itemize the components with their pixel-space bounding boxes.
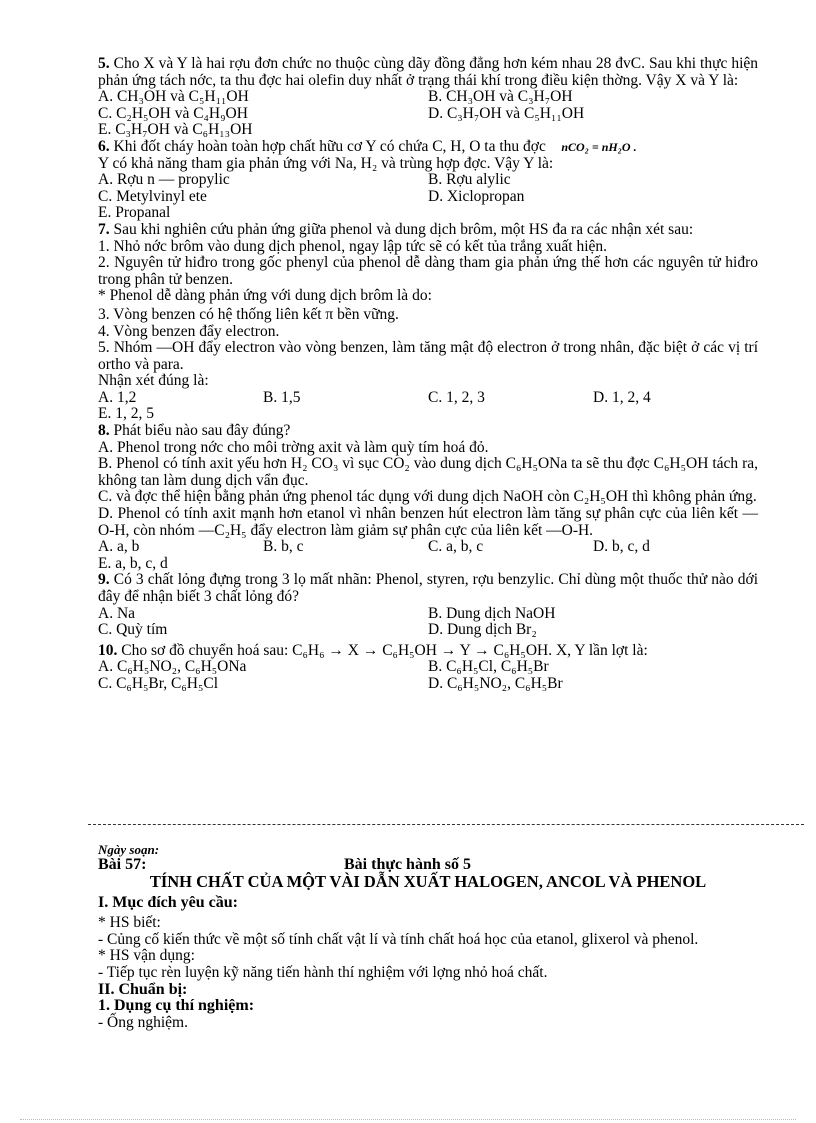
question-10 <box>98 643 758 660</box>
statement: 4. Vòng benzen đẩy electron. <box>98 322 280 340</box>
statement: C. và đợc thể hiện bằng phản ứng phenol tác dụng với dung dịch NaOH còn C₂H₅OH thì không phản ứng. <box>98 488 757 506</box>
options-row <box>98 89 758 106</box>
option-e: E. 1, 2, 5 <box>98 405 154 423</box>
text-line: * HS biết: <box>98 914 161 932</box>
options-row <box>98 390 758 407</box>
text-line: - Củng cố kiến thức về một số tính chất vật lí và tính chất hoá học của etanol, glixerol và phenol. <box>98 930 699 948</box>
statement: 2. Nguyên tử hiđro trong gốc phenyl của phenol dễ dàng tham gia phản ứng thế hơn các nguyên tử hiđro trong phân tử benzen. <box>98 254 758 288</box>
date-label: Ngày soạn: <box>98 842 160 857</box>
option-a: A. CH₃OH và C₅H₁₁OH <box>98 88 249 106</box>
option-c: C. Metylvinyl ete <box>98 187 207 205</box>
options-row <box>98 622 758 639</box>
statement: D. Phenol có tính axit mạnh hơn etanol vì nhân benzen hút electron làm tăng sự phân cực của liên kết —O-H, còn nhóm —C₂H₅ đẩy electron làm giảm sự phân cực của liên kết —O-H. <box>98 505 758 539</box>
question-text: Cho X và Y là hai rợu đơn chức no thuộc cùng dãy đồng đẳng hơn kém nhau 28 đvC. Sau khi thực hiện phản ứng tách nớc, ta thu đợc hai olefin duy nhất ở trạng thái khí trong điều kiện thờng. Vậy X và Y là: <box>98 55 759 89</box>
statement: Nhận xét đúng là: <box>98 372 209 390</box>
option-b: B. b, c <box>263 538 304 556</box>
option-e: E. Propanal <box>98 204 171 222</box>
statement: 5. Nhóm —OH đẩy electron vào vòng benzen, làm tăng mật độ electron ở trong nhân, đặc biệt ở các vị trí ortho và para. <box>98 339 758 373</box>
questions-block <box>98 56 758 693</box>
formula: nCO₂ = nH₂O . <box>561 139 637 154</box>
option-b: B. Dung dịch NaOH <box>428 604 556 622</box>
option-e: E. a, b, c, d <box>98 554 168 572</box>
statement: B. Phenol có tính axit yếu hơn H₂ CO₃ vì sục CO₂ vào dung dịch C₆H₅ONa ta sẽ thu đợc C₆H₅OH tách ra, không tan làm dung dịch vẩn đục. <box>98 455 758 489</box>
question-number: 10. <box>98 641 118 659</box>
option-a: A. 1,2 <box>98 388 137 406</box>
options-row <box>98 172 758 189</box>
option-b: B. 1,5 <box>263 388 301 406</box>
question-number: 8. <box>98 422 110 440</box>
question-text: Cho sơ đồ chuyển hoá sau: C₆H₆ → X → C₆H₅OH → Y → C₆H₅OH. X, Y lần lợt là: <box>121 641 648 659</box>
question-text: Khi đốt cháy hoàn toàn hợp chất hữu cơ Y có chứa C, H, O ta thu đợc <box>113 137 546 155</box>
question-8 <box>98 423 758 440</box>
question-number: 5. <box>98 55 110 72</box>
text-line: - Tiếp tục rèn luyện kỹ năng tiến hành thí nghiệm với lợng nhỏ hoá chất. <box>98 963 548 981</box>
option-e: E. C₃H₇OH và C₆H₁₃OH <box>98 121 253 139</box>
section-heading: II. Chuẩn bị: <box>98 980 188 998</box>
options-row <box>98 106 758 123</box>
option-d: D. Xiclopropan <box>428 187 525 205</box>
options-row <box>98 676 758 693</box>
statement: * Phenol dễ dàng phản ứng với dung dịch brôm là do: <box>98 287 432 305</box>
option-b: B. C₆H₅Cl, C₆H₅Br <box>428 658 549 676</box>
question-text-cont: Y có khả năng tham gia phản ứng với Na, H₂ và trùng hợp đợc. Vậy Y là: <box>98 154 554 172</box>
option-b: B. Rợu alylic <box>428 171 511 189</box>
option-d: D. 1, 2, 4 <box>593 388 651 406</box>
option-a: A. a, b <box>98 538 140 556</box>
option-c: C. C₂H₅OH và C₄H₉OH <box>98 104 248 122</box>
text-line: * HS vận dụng: <box>98 947 195 965</box>
option-d: D. Dung dịch Br₂ <box>428 621 537 639</box>
lesson-header <box>98 856 758 873</box>
question-number: 7. <box>98 220 110 238</box>
question-number: 6. <box>98 137 110 155</box>
page-separator <box>88 824 804 825</box>
option-a: A. Na <box>98 604 136 622</box>
option-c: C. 1, 2, 3 <box>428 388 485 406</box>
options-row <box>98 659 758 676</box>
statement: 1. Nhỏ nớc brôm vào dung dịch phenol, ngay lập tức sẽ có kết tủa trắng xuất hiện. <box>98 237 608 255</box>
question-5 <box>98 56 758 89</box>
bottom-border <box>20 1119 796 1120</box>
option-a: A. C₆H₅NO₂, C₆H₅ONa <box>98 658 247 676</box>
question-text: Phát biểu nào sau đây đúng? <box>113 422 291 440</box>
option-c: C. Quỳ tím <box>98 621 168 639</box>
option-a: A. Rợu n — propylic <box>98 171 230 189</box>
text-line: - Ống nghiệm. <box>98 1013 188 1031</box>
statement: 3. Vòng benzen có hệ thống liên kết π bền vững. <box>98 305 399 323</box>
lesson-number: Bài 57: <box>98 856 147 873</box>
options-row <box>98 189 758 206</box>
page-title: TÍNH CHẤT CỦA MỘT VÀI DẪN XUẤT HALOGEN, ANCOL VÀ PHENOL <box>149 872 707 891</box>
question-number: 9. <box>98 571 110 589</box>
question-9 <box>98 572 758 605</box>
question-text: Sau khi nghiên cứu phản ứng giữa phenol và dung dịch brôm, một HS đa ra các nhận xét sau: <box>113 220 694 238</box>
option-b: B. CH₃OH và C₃H₇OH <box>428 88 573 106</box>
option-d: D. C₆H₅NO₂, C₆H₅Br <box>428 674 563 692</box>
option-c: C. a, b, c <box>428 538 484 556</box>
option-d: D. b, c, d <box>593 538 650 556</box>
options-row <box>98 606 758 623</box>
lesson-block <box>98 844 758 1031</box>
subsection-heading: 1. Dụng cụ thí nghiệm: <box>98 997 255 1015</box>
question-7 <box>98 222 758 239</box>
question-text: Có 3 chất lỏng đựng trong 3 lọ mất nhãn: Phenol, styren, rợu benzylic. Chỉ dùng một thuốc thử nào dới đây để nhận biết 3 chất lỏng đó? <box>98 571 758 605</box>
section-heading: I. Mục đích yêu cầu: <box>98 893 238 911</box>
options-row <box>98 539 758 556</box>
statement: A. Phenol trong nớc cho môi trờng axit và làm quỳ tím hoá đỏ. <box>98 438 489 456</box>
lesson-title: Bài thực hành số 5 <box>344 856 471 873</box>
option-d: D. C₃H₇OH và C₅H₁₁OH <box>428 104 585 122</box>
question-6 <box>98 139 758 156</box>
option-c: C. C₆H₅Br, C₆H₅Cl <box>98 674 219 692</box>
